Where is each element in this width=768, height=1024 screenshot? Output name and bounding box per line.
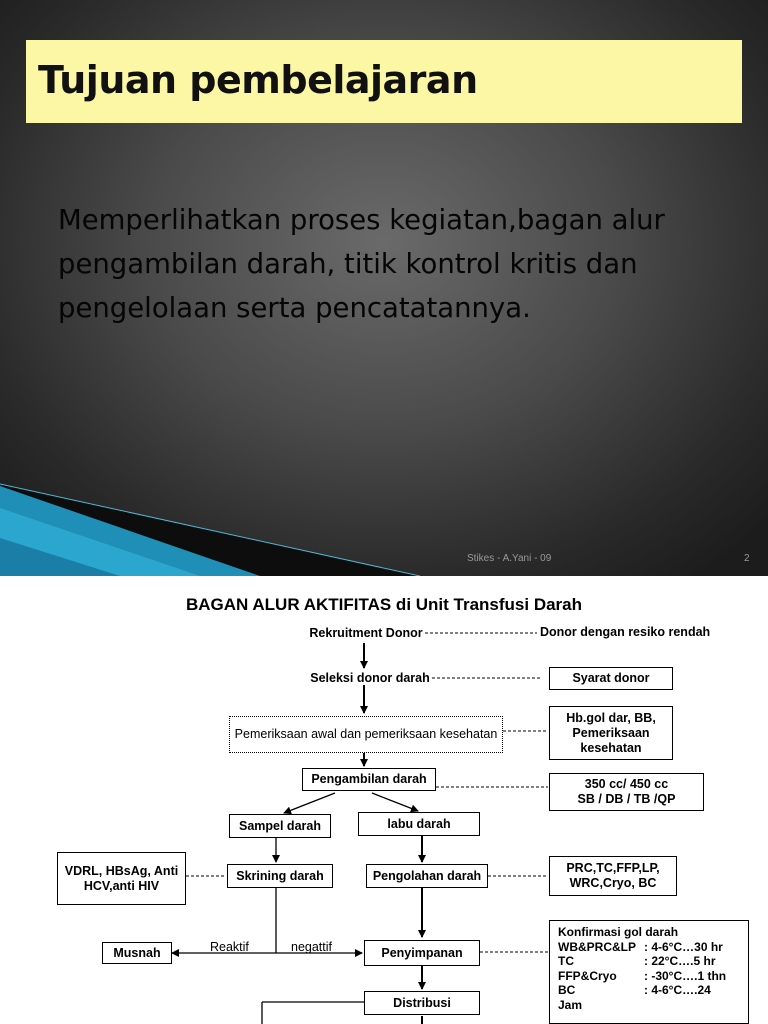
konfirmasi-row: Jam bbox=[558, 997, 583, 1012]
slide-body-text: Memperlihatkan proses kegiatan,bagan alur pengambilan darah, titik kontrol kritis dan pengelolaan serta pencatatannya. bbox=[58, 204, 665, 324]
page-number: 2 bbox=[744, 553, 750, 564]
konfirmasi-row: WB&PRC&LP : 4-6°C…30 hr bbox=[558, 939, 723, 954]
note-hb-gol-darah: Hb.gol dar, BB, Pemeriksaan kesehatan bbox=[549, 706, 673, 760]
step-labu-darah: labu darah bbox=[358, 812, 480, 836]
step-distribusi: Distribusi bbox=[364, 991, 480, 1015]
konfirmasi-title: Konfirmasi gol darah bbox=[558, 925, 679, 939]
step-pemeriksaan-awal: Pemeriksaan awal dan pemeriksaan kesehatan bbox=[229, 716, 503, 753]
note-vdrl-tests: VDRL, HBsAg, Anti HCV,anti HIV bbox=[57, 852, 186, 905]
step-pengambilan-darah: Pengambilan darah bbox=[302, 768, 436, 791]
slide-footer: Stikes - A.Yani - 09 bbox=[467, 553, 552, 564]
note-syarat-donor: Syarat donor bbox=[549, 667, 673, 690]
flowchart-title: BAGAN ALUR AKTIFITAS di Unit Transfusi Darah bbox=[185, 595, 583, 614]
step-musnah: Musnah bbox=[102, 942, 172, 964]
corner-decoration bbox=[0, 478, 420, 576]
step-sampel-darah: Sampel darah bbox=[229, 814, 331, 838]
step-rekruitment-donor: Rekruitment Donor bbox=[309, 625, 423, 640]
step-penyimpanan: Penyimpanan bbox=[364, 940, 480, 966]
step-seleksi-donor: Seleksi donor darah bbox=[310, 670, 430, 685]
slide-flowchart bbox=[0, 576, 768, 1024]
step-pengolahan-darah: Pengolahan darah bbox=[366, 864, 488, 888]
note-volume-line2: SB / DB / TB /QP bbox=[577, 792, 676, 806]
konfirmasi-row: TC : 22°C….5 hr bbox=[558, 954, 716, 968]
konfirmasi-row: FFP&Cryo : -30°C….1 thn bbox=[558, 968, 727, 983]
note-volume-kantong bbox=[549, 773, 704, 811]
note-konfirmasi-gol-darah bbox=[549, 920, 749, 1024]
step-skrining-darah: Skrining darah bbox=[227, 864, 333, 888]
slide-title: Tujuan pembelajaran bbox=[38, 58, 478, 102]
konfirmasi-row: BC : 4-6°C….24 bbox=[558, 983, 711, 997]
note-komponen-darah: PRC,TC,FFP,LP, WRC,Cryo, BC bbox=[549, 856, 677, 896]
note-donor-resiko-rendah: Donor dengan resiko rendah bbox=[540, 625, 711, 639]
title-bar bbox=[26, 40, 742, 123]
note-volume-line1: 350 cc/ 450 cc bbox=[584, 777, 669, 791]
edge-label-negatif: negattif bbox=[291, 940, 333, 954]
edge-label-reaktif: Reaktif bbox=[210, 940, 249, 954]
